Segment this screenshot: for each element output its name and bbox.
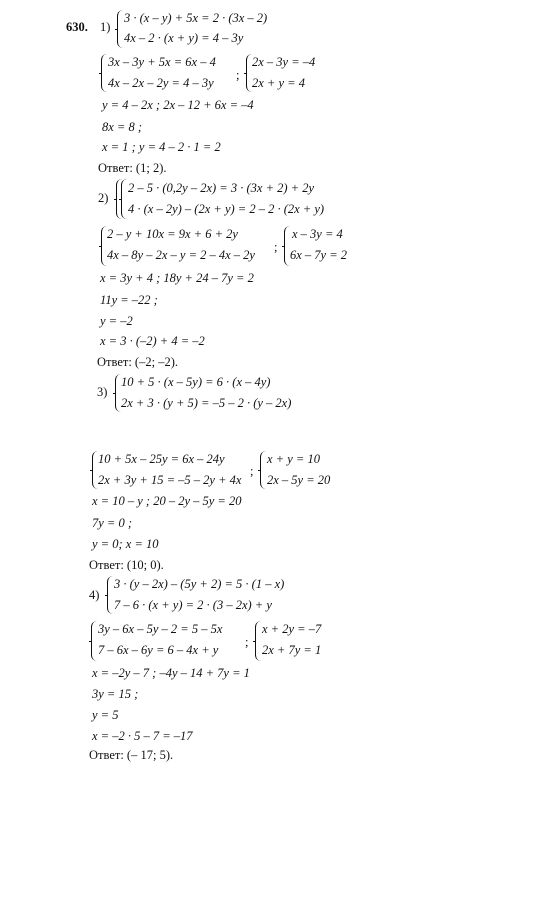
solution-line: y = –2 [100, 314, 133, 328]
part-1-label: 1) [100, 20, 111, 34]
equation: 3 · (x – y) + 5x = 2 · (3x – 2) [124, 11, 268, 25]
equation: 3 · (y – 2x) – (5y + 2) = 5 · (1 – x) [114, 577, 285, 591]
brace [91, 621, 98, 661]
brace [260, 451, 267, 489]
solution-line: x = –2 · 5 – 7 = –17 [92, 729, 193, 743]
problem-number: 630. [66, 20, 88, 34]
equation: 3y – 6x – 5y – 2 = 5 – 5x [98, 622, 223, 636]
solution-line: x = 3 · (–2) + 4 = –2 [100, 334, 205, 348]
part-3-label: 3) [97, 385, 108, 399]
solution-line: y = 4 – 2x ; 2x – 12 + 6x = –4 [102, 98, 254, 112]
equation: 2x – 5y = 20 [267, 473, 331, 487]
equation: 2x + 3 · (y + 5) = –5 – 2 · (y – 2x) [121, 396, 292, 410]
equation: 2x + 7y = 1 [262, 643, 322, 657]
equation: 2x + 3y + 15 = –5 – 2y + 4x [98, 473, 242, 487]
equation: 2 – y + 10x = 9x + 6 + 2y [107, 227, 238, 241]
semicolon: ; [245, 635, 249, 649]
solution-line: y = 0; x = 10 [92, 537, 159, 551]
answer: Ответ: (1; 2). [98, 161, 167, 175]
part-2-label: 2) [98, 191, 109, 205]
equation: 7 – 6 · (x + y) = 2 · (3 – 2x) + y [114, 598, 272, 612]
brace [255, 621, 262, 661]
solution-line: x = –2y – 7 ; –4y – 14 + 7y = 1 [92, 666, 250, 680]
brace [117, 10, 124, 48]
equation: 3x – 3y + 5x = 6x – 4 [108, 55, 216, 69]
brace [121, 179, 128, 219]
solution-line: 3y = 15 ; [92, 687, 139, 701]
solution-line: x = 1 ; y = 4 – 2 · 1 = 2 [102, 140, 221, 154]
equation: 4 · (x – 2y) – (2x + y) = 2 – 2 · (2x + y) [128, 202, 325, 216]
equation: 4x – 2x – 2y = 4 – 3y [108, 76, 214, 90]
equation: 2 – 5 · (0,2y – 2x) = 3 · (3x + 2) + 2y [128, 181, 315, 195]
answer: Ответ: (10; 0). [89, 558, 164, 572]
semicolon: ; [274, 240, 278, 254]
solution-line: x = 10 – y ; 20 – 2y – 5y = 20 [92, 494, 242, 508]
brace [107, 576, 114, 614]
equation: 4x – 8y – 2x – y = 2 – 4x – 2y [107, 248, 255, 262]
equation: 7 – 6x – 6y = 6 – 4x + y [98, 643, 219, 657]
equation: 10 + 5 · (x – 5y) = 6 · (x – 4y) [121, 375, 271, 389]
equation: x + 2y = –7 [262, 622, 322, 636]
equation: x – 3y = 4 [292, 227, 343, 241]
solution-line: 7y = 0 ; [92, 516, 133, 530]
equation: 2x + y = 4 [252, 76, 305, 90]
solution-line: 11y = –22 ; [100, 293, 158, 307]
brace [101, 54, 108, 92]
semicolon: ; [250, 464, 254, 478]
equation: 10 + 5x – 25y = 6x – 24y [98, 452, 225, 466]
equation: 6x – 7y = 2 [290, 248, 348, 262]
semicolon: ; [236, 68, 240, 82]
equation: 2x – 3y = –4 [252, 55, 316, 69]
answer: Ответ: (– 17; 5). [89, 748, 174, 762]
part-4-label: 4) [89, 588, 100, 602]
solution-line: y = 5 [92, 708, 119, 722]
solution-line: 8x = 8 ; [102, 120, 143, 134]
answer: Ответ: (–2; –2). [97, 355, 178, 369]
equation: 4x – 2 · (x + y) = 4 – 3y [124, 31, 244, 45]
solution-line: x = 3y + 4 ; 18y + 24 – 7y = 2 [100, 271, 254, 285]
equation: x + y = 10 [267, 452, 320, 466]
